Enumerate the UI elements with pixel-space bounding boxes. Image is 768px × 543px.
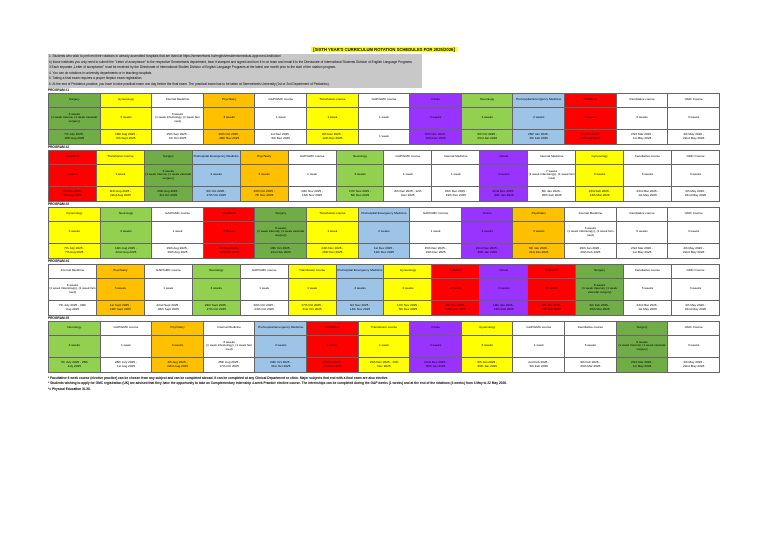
rotation-header-cell: Surgery: [576, 264, 624, 278]
rotation-dates-cell: 1 week: [358, 129, 410, 144]
rotation-duration-cell: 2 weeks: [255, 335, 307, 357]
rotation-header-cell: GAP/GMC course: [384, 150, 432, 164]
document-title: [48, 46, 720, 54]
rotation-duration-cell: 1 week: [307, 107, 359, 129]
rotation-dates-cell: 1st Sept 2025 - 19th Sept 2025: [96, 300, 144, 315]
rotation-dates-cell: 23rd Mar 2026 - 1st May 2026: [624, 186, 672, 201]
rotation-header-cell: Facultative course: [565, 321, 617, 335]
rotation-duration-cell: 1 week: [100, 335, 152, 357]
rotation-dates-cell: 8th Dec 2025 - 12th Dec 2025: [384, 186, 432, 201]
rotation-header-cell: GMC Course: [671, 264, 719, 278]
rotation-dates-cell: 27th Oct 2025 - 31st Oct 2025: [288, 300, 336, 315]
rotation-header-cell: Facultative course: [624, 264, 672, 278]
rotation-header-cell: GMC Course: [671, 150, 719, 164]
rotation-duration-cell: 3 weeks: [49, 335, 101, 357]
rotation-dates-cell: 10th Nov 2025 - 14th Nov 2025: [288, 186, 336, 201]
rotation-header-cell: Surgery: [49, 93, 101, 107]
rotation-duration-cell: 5 weeks: [565, 107, 617, 129]
rotation-duration-cell: 5 weeks: [203, 221, 255, 243]
rotation-dates-cell: 15th Dec 2025 - 19th Dec 2025: [410, 243, 462, 258]
program-label: PROGRAM #5: [48, 315, 70, 320]
rotation-duration-cell: 3 weeks: [100, 221, 152, 243]
rotation-header-cell: GAP/GMC course: [152, 207, 204, 221]
rotation-dates-cell: 1st Dec 2025 - 5th Dec 2025: [255, 129, 307, 144]
rotation-duration-cell: 1 week: [358, 107, 410, 129]
rotation-header-cell: Psychiatry: [513, 207, 565, 221]
rotation-header-cell: Neurology: [49, 321, 101, 335]
rotation-dates-cell: 7th July 2025 - 7th Aug 2025: [49, 243, 101, 258]
rotation-duration-cell: 3 weeks: [461, 335, 513, 357]
rotation-header-cell: Internal Medicine: [152, 93, 204, 107]
rotation-header-cell: Gynecology: [384, 264, 432, 278]
programs-container: [48, 88, 720, 373]
rotation-duration-cell: 6 weeks (1 week trauma, (1 week vascular surgery): [49, 107, 101, 129]
rotation-header-cell: Pediatrics: [49, 150, 97, 164]
rotation-header-cell: Oxiolo: [461, 207, 513, 221]
rotation-header-cell: Pediatrics: [307, 321, 359, 335]
rotation-dates-cell: 14th Aug 2025 - 22nd Aug 2025: [100, 243, 152, 258]
rotation-duration-cell: 1 week: [288, 278, 336, 300]
rotation-header-cell: Gynecology: [100, 93, 152, 107]
table-row: [49, 107, 720, 129]
rotation-header-cell: Neurology: [192, 264, 240, 278]
rotation-duration-cell: 5 weeks: [307, 335, 359, 357]
rotation-dates-cell: 4th Aug 2025 - 22nd Aug 2025: [152, 357, 204, 372]
rotation-header-cell: Psychiatry: [152, 321, 204, 335]
rotation-dates-cell: 23rd Mar 2026 - 1st May 2026: [616, 243, 668, 258]
rotation-header-cell: Oxiolo: [410, 321, 462, 335]
rotation-dates-cell: 7th July 2025 - 29th Aug 2025: [49, 300, 97, 315]
program-label: PROGRAM #4: [48, 258, 70, 263]
rotation-dates-cell: 22nd Sept 2025 - 26th Sept 2025: [144, 300, 192, 315]
rotation-dates-cell: 4th May 2026 - 22nd May 2026: [668, 357, 720, 372]
rotation-header-cell: Pediatrics: [432, 264, 480, 278]
rotation-dates-cell: 8th Dec 2025 - 12th Dec 2025: [307, 129, 359, 144]
rotation-dates-cell: 18th Aug 2025 - 5th Sept 2025: [100, 129, 152, 144]
rotation-dates-cell: 29th Sept 2025 - 17th Oct 2025: [192, 300, 240, 315]
rotation-duration-cell: 3 weeks: [671, 164, 719, 186]
rotation-duration-cell: 3 weeks: [668, 335, 720, 357]
rotation-header-cell: Transfusion course: [358, 321, 410, 335]
rotation-dates-cell: 5th Jan 2026 - 6th Feb 2026: [528, 300, 576, 315]
rotation-header-cell: Psychiatry: [96, 264, 144, 278]
rotation-table: [48, 150, 720, 202]
program-block: [48, 145, 720, 202]
rotation-dates-cell: 6th Jan 2026 - 21st Jan 2026: [513, 243, 565, 258]
table-row: [49, 93, 720, 107]
rotation-dates-cell: 15th Dec 2025 - 19th Dec 2025: [358, 357, 410, 372]
rotation-duration-cell: 1 week: [384, 164, 432, 186]
rotation-header-cell: GMC Course: [668, 93, 720, 107]
rotation-duration-cell: 1 week: [410, 221, 462, 243]
table-row: [49, 150, 720, 164]
rotation-header-cell: Internal Medicine: [528, 150, 576, 164]
rotation-duration-cell: 1 week: [152, 221, 204, 243]
rotation-duration-cell: 3 weeks: [49, 221, 101, 243]
rotation-dates-cell: 24th Nov 2025 - 28th Nov 2025: [307, 243, 359, 258]
rotation-dates-cell: 1st Dec 2025 - 12th Dec 2025: [358, 243, 410, 258]
rotation-duration-cell: 1 week: [96, 164, 144, 186]
rotation-header-cell: GAP/GMC Course: [410, 207, 462, 221]
rotation-duration-cell: 4 weeks: [410, 335, 462, 357]
rotation-header-cell: Internal Medicine: [432, 150, 480, 164]
rotation-dates-cell: 5th Jan 2026 - 20th Feb 2026: [528, 186, 576, 201]
rotation-dates-cell: 9th Feb 2026 - 20th Mar 2026: [565, 357, 617, 372]
rotation-header-cell: Facultative course: [616, 207, 668, 221]
rotation-duration-cell: 6 weeks (1 week infectology, (1 week fam med): [152, 107, 204, 129]
rotation-dates-cell: 20th Oct 2025 - 31st Oct 2025: [255, 357, 307, 372]
rotation-dates-cell: 6th Oct 2025 - 17th Oct 2025: [192, 186, 240, 201]
rotation-duration-cell: 1 week: [240, 278, 288, 300]
rotation-dates-cell: 29th Aug 2025 - 29th Aug 2025: [152, 243, 204, 258]
rotation-dates-cell: 20th Oct 2025 - 24th Oct 2025: [240, 300, 288, 315]
rotation-duration-cell: 3 weeks: [671, 278, 719, 300]
rotation-dates-cell: 23rd Feb 2026 - 13th Mar 2026: [576, 186, 624, 201]
rotation-header-cell: Gynecology: [49, 207, 101, 221]
table-row: [49, 221, 720, 243]
table-row: [49, 164, 720, 186]
rotation-duration-cell: 1 week: [144, 278, 192, 300]
note-line: 6. At the end of Pediatrics practice, you have to take practical exam one day before the final exam. The practical exam has to be taken at Semmelweis University (1st or 2nd Department of Pediatrics).: [49, 81, 330, 86]
rotation-header-cell: GAP/GMC course: [358, 93, 410, 107]
rotation-duration-cell: 6 weeks: [616, 221, 668, 243]
rotation-duration-cell: 6 weeks (1 week trauma, (1 week vascular surgery): [144, 164, 192, 186]
rotation-dates-cell: 22nd Dec 2025 - 30th Jan 2026: [410, 357, 462, 372]
table-row: [49, 300, 720, 315]
rotation-header-cell: Pediatrics: [203, 207, 255, 221]
table-row: [49, 357, 720, 372]
rotation-dates-cell: 9th Feb 2026 - 20th Mar 2026: [576, 300, 624, 315]
rotation-duration-cell: 6 weeks (1 week trauma), (1 week vascular surgery): [255, 221, 307, 243]
rotation-duration-cell: 3 weeks: [576, 164, 624, 186]
rotation-header-cell: Surgery: [616, 321, 668, 335]
rotation-dates-cell: 3rd Nov 2025 - 14th Nov 2025: [336, 300, 384, 315]
rotation-duration-cell: 5 weeks: [528, 278, 576, 300]
rotation-header-cell: Surgery: [255, 207, 307, 221]
footnote-line: *= Physical Education XI-XII.: [48, 386, 91, 391]
rotation-duration-cell: 6 weeks: [616, 107, 668, 129]
rotation-dates-cell: 26th Jan 2026 - 6th Feb 2026: [513, 129, 565, 144]
rotation-dates-cell: 9th Feb 2026 - 13th Mar 2026: [565, 129, 617, 144]
rotation-dates-cell: 13th Oct 2025 - 21st Nov 2025: [255, 243, 307, 258]
rotation-duration-cell: 3 weeks: [384, 278, 432, 300]
rotation-header-cell: Transfusion course: [96, 150, 144, 164]
rotation-header-cell: Pediatrics: [528, 264, 576, 278]
rotation-duration-cell: 6 weeks: [624, 278, 672, 300]
rotation-header-cell: Oxiolo: [410, 93, 462, 107]
rotation-dates-cell: 15th Dec 2025 - 16th Dec 2025: [410, 129, 462, 144]
program-block: [48, 88, 720, 145]
instructions-notes: [48, 54, 422, 88]
rotation-duration-cell: 6 weeks (1 week trauma), (1 week vascular surgery): [576, 278, 624, 300]
rotation-duration-cell: 7 weeks (1 week infectology), (1 week fam med): [528, 164, 576, 186]
rotation-header-cell: Internal Medicine: [49, 264, 97, 278]
program-block: [48, 202, 720, 259]
rotation-duration-cell: 6 weeks (1 week infectology), (1 week fam med): [203, 335, 255, 357]
rotation-dates-cell: 1st Sep 2025 - 10th Oct 2025: [203, 243, 255, 258]
rotation-dates-cell: 4th May 2026 - 22nd May 2026: [671, 300, 719, 315]
rotation-duration-cell: 3 weeks: [513, 221, 565, 243]
rotation-header-cell: GAP/GMC course: [240, 264, 288, 278]
table-row: [49, 335, 720, 357]
rotation-duration-cell: 3 weeks: [96, 278, 144, 300]
table-row: [49, 186, 720, 201]
rotation-duration-cell: 3 weeks: [203, 107, 255, 129]
rotation-duration-cell: 1 week: [288, 164, 336, 186]
rotation-dates-cell: 20th Oct 2025 - 7th Nov 2025: [240, 186, 288, 201]
table-row: [49, 129, 720, 144]
rotation-header-cell: Facultative course: [616, 93, 668, 107]
table-row: [49, 243, 720, 258]
rotation-duration-cell: 1 week: [358, 335, 410, 357]
rotation-duration-cell: 6 weeks (1 week trauma), (1 week vascular surgery): [616, 335, 668, 357]
rotation-duration-cell: 3 weeks: [152, 335, 204, 357]
rotation-header-cell: GMC Course: [668, 207, 720, 221]
rotation-dates-cell: 22nd Dec 2025 - 30th Jan 2026: [461, 243, 513, 258]
rotation-dates-cell: 7th July 2025 - 8th Aug 2025: [49, 186, 97, 201]
footnote-line: * Students wishing to apply for GMC registration (UK) are advised that they have the opportunity to take an Complementary Internship 4-week Practice elective course. The internships can be completed during the GAP weeks (1 weeks) and at the end of the rotations (3 weeks) from 4 May to 22 May 2026.: [48, 381, 507, 386]
rotation-header-cell: Surgery: [144, 150, 192, 164]
rotation-dates-cell: 2nd Feb 2026 - 6th Feb 2026: [513, 357, 565, 372]
rotation-dates-cell: 20th Oct 2025 - 28th Nov 2025: [203, 129, 255, 144]
table-row: [49, 321, 720, 335]
table-row: [49, 278, 720, 300]
rotation-dates-cell: 7th July 2025 - 25th July 2025: [49, 357, 101, 372]
rotation-duration-cell: 6 weeks: [624, 164, 672, 186]
rotation-schedule-sheet: [48, 46, 720, 392]
rotation-dates-cell: 5th Jan 2026 - 30th Jan 2026: [461, 357, 513, 372]
rotation-duration-cell: 6 weeks: [565, 335, 617, 357]
rotation-duration-cell: 3 weeks: [240, 164, 288, 186]
program-label: PROGRAM #1: [48, 87, 70, 92]
rotation-dates-cell: 19th Jan 2026 - 13th Feb 2026: [480, 300, 528, 315]
rotation-header-cell: Transfusion course: [288, 264, 336, 278]
rotation-header-cell: Psychiatry: [203, 93, 255, 107]
rotation-dates-cell: 15th Sep 2025 - 7th Oct 2025: [152, 129, 204, 144]
footnote-line: * Facultative 6 week course (elective practice) can be chosen from any subject and can be completed abroad. It can be completed at any Clinical Department or clinic. Major subjects that end with a final exam are also elective.: [48, 375, 389, 380]
rotation-duration-cell: 1 week: [432, 164, 480, 186]
rotation-header-cell: GMC Course: [668, 321, 720, 335]
rotation-dates-cell: 23rd Mar 2026 - 1st May 2026: [624, 300, 672, 315]
rotation-duration-cell: 3 weeks: [100, 107, 152, 129]
rotation-table: [48, 321, 720, 373]
rotation-header-cell: Prehospital Emergency Medicine: [358, 207, 410, 221]
rotation-table: [48, 264, 720, 316]
rotation-header-cell: Internal Medicine: [565, 207, 617, 221]
program-block: [48, 259, 720, 316]
table-row: [49, 207, 720, 221]
rotation-header-cell: GAP/GMC course: [144, 264, 192, 278]
rotation-duration-cell: 4 weeks: [432, 278, 480, 300]
rotation-duration-cell: 3 weeks: [461, 107, 513, 129]
rotation-duration-cell: 3 weeks: [668, 221, 720, 243]
rotation-header-cell: Prehospital Emergency Medicine: [513, 93, 565, 107]
rotation-header-cell: Prehospital Emergency Medicine: [336, 264, 384, 278]
program-block: [48, 316, 720, 373]
rotation-dates-cell: 15th Dec 2025 - 19th Dec 2025: [432, 186, 480, 201]
rotation-dates-cell: 4th May 2026 - 22nd May 2026: [671, 186, 719, 201]
rotation-header-cell: Neurology: [461, 93, 513, 107]
rotation-table: [48, 93, 720, 145]
rotation-header-cell: Psychiatry: [240, 150, 288, 164]
rotation-header-cell: Gynecology: [576, 150, 624, 164]
rotation-dates-cell: 23rd Mar 2026 - 1st May 2026: [616, 129, 668, 144]
rotation-dates-cell: 26th Jan 2026 - 20th Feb 2026: [565, 243, 617, 258]
rotation-dates-cell: 11th Aug 2025 - 22nd Aug 2025: [96, 186, 144, 201]
rotation-duration-cell: 2 weeks: [192, 164, 240, 186]
rotation-header-cell: Internal Medicine: [203, 321, 255, 335]
rotation-dates-cell: 25th Aug 2025 - 17th Oct 2025: [203, 357, 255, 372]
rotation-table: [48, 207, 720, 259]
rotation-header-cell: Oxiolo: [480, 150, 528, 164]
rotation-dates-cell: 8th Dec 2025 - 16th Jan 2026: [432, 300, 480, 315]
rotation-header-cell: Oxiolo: [480, 264, 528, 278]
rotation-dates-cell: 4th May 2026 - 22nd May 2026: [668, 129, 720, 144]
rotation-header-cell: Pediatrics: [565, 93, 617, 107]
rotation-duration-cell: 6 weeks (1 week infectology), (1 week fam med): [565, 221, 617, 243]
note-line: b) those institutes you only need to submit the "Letter of acceptance" to the respective Semmelweis department, bear it stamped and signed and turn it in on team and email it to the Directorate of International Students Division of English Language Programs: [49, 59, 412, 64]
rotation-duration-cell: 4 weeks: [480, 278, 528, 300]
rotation-dates-cell: 7th July 2025 - 15th Aug 2025: [49, 129, 101, 144]
rotation-header-cell: GAP/GMC course: [100, 321, 152, 335]
rotation-dates-cell: 22nd Dec 2025 - 30th Jan 2026: [480, 186, 528, 201]
rotation-header-cell: Prehospital Emergency Medicine: [255, 321, 307, 335]
rotation-dates-cell: 28th July 2025 - 1st Aug 2025: [100, 357, 152, 372]
rotation-duration-cell: 4 weeks: [410, 107, 462, 129]
rotation-header-cell: Neurology: [336, 150, 384, 164]
rotation-dates-cell: 4th May 2026 - 22nd May 2026: [668, 243, 720, 258]
rotation-header-cell: Transfusion course: [307, 207, 359, 221]
rotation-duration-cell: 6 weeks (1 week infectology), (1 week fam med): [49, 278, 97, 300]
rotation-duration-cell: 5 weeks: [49, 164, 97, 186]
rotation-dates-cell: 5th Oct 2025 - 23rd Jan 2026: [461, 129, 513, 144]
rotation-header-cell: GAP/GMC course: [288, 150, 336, 164]
rotation-duration-cell: 4 weeks: [461, 221, 513, 243]
rotation-header-cell: Transfusion course: [307, 93, 359, 107]
rotation-header-cell: GAP/GMC course: [513, 321, 565, 335]
rotation-header-cell: Prehospital Emergency Medicine: [192, 150, 240, 164]
rotation-dates-cell: 17th Nov 2025 - 5th Dec 2025: [336, 186, 384, 201]
document-title-text: [SIXTH YEAR'S CURRICULUM ROTATION SCHEDULES FOR 2025/2026]: [313, 47, 455, 52]
rotation-duration-cell: 1 week: [307, 221, 359, 243]
footnotes: [48, 376, 720, 393]
rotation-duration-cell: 1 week: [513, 335, 565, 357]
rotation-duration-cell: 3 weeks: [668, 107, 720, 129]
rotation-duration-cell: 4 weeks: [480, 164, 528, 186]
rotation-header-cell: Gynecology: [461, 321, 513, 335]
program-label: PROGRAM #2: [48, 144, 70, 149]
note-line: 4. You can do rotations in university departments or in teaching hospitals.: [49, 70, 153, 75]
rotation-header-cell: Neurology: [100, 207, 152, 221]
rotation-header-cell: Facultative course: [624, 150, 672, 164]
note-line: 3.Each separate „Letter of acceptance" must be received by the Directorate of International Studies Division of English Language Programs at the latest one month prior to the start of the rotation program.: [49, 65, 337, 70]
rotation-dates-cell: 3rd Nov 2025 - 5th Dec 2025: [307, 357, 359, 372]
rotation-duration-cell: 2 weeks: [358, 221, 410, 243]
rotation-duration-cell: 3 weeks: [336, 164, 384, 186]
rotation-duration-cell: 1 week: [255, 107, 307, 129]
rotation-duration-cell: 3 weeks: [192, 278, 240, 300]
rotation-header-cell: GAP/GMC course: [255, 93, 307, 107]
table-row: [49, 264, 720, 278]
note-line: 5. Taking a final exam requires a proper Neptun exam registration.: [49, 76, 143, 81]
rotation-dates-cell: 25th Aug 2025 - 3rd Oct 2025: [144, 186, 192, 201]
rotation-duration-cell: 2 weeks: [513, 107, 565, 129]
note-line: 1. Students who wish to perform their rotations in already accredited hospitals that are listed at https://semmelweis.hu/english/residents/medical-approved-institution/: [49, 54, 281, 58]
program-label: PROGRAM #3: [48, 201, 70, 206]
rotation-dates-cell: 17th Nov 2025 - 5th Dec 2025: [384, 300, 432, 315]
rotation-duration-cell: 2 weeks: [336, 278, 384, 300]
rotation-dates-cell: 23rd Mar 2026 - 1st May 2026: [616, 357, 668, 372]
